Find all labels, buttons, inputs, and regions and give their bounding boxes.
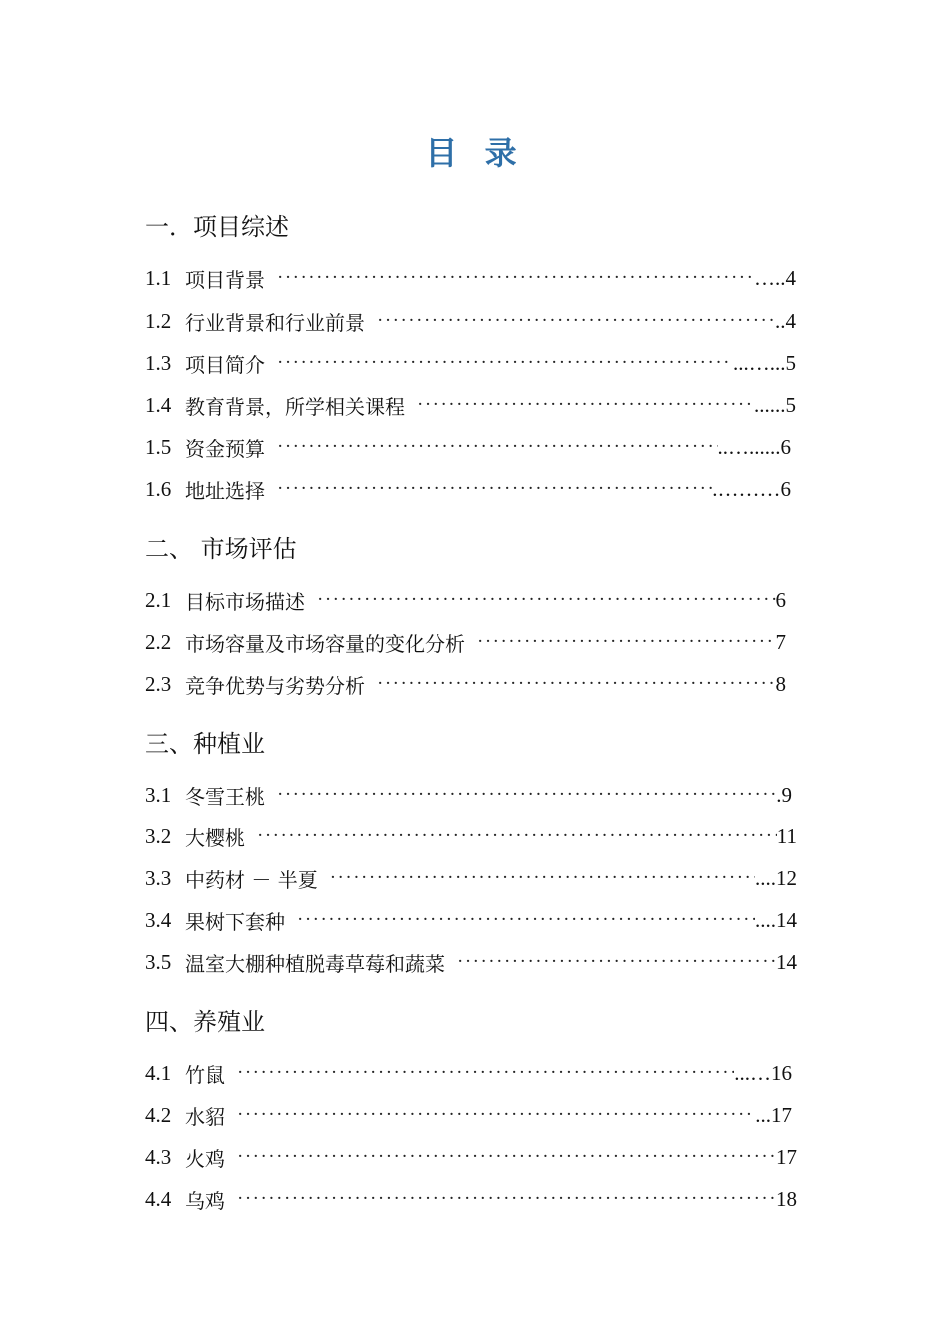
entry-page: 14	[776, 949, 797, 974]
toc-entry[interactable]	[145, 905, 797, 935]
toc-entry[interactable]	[145, 1184, 797, 1214]
entry-page: 18	[776, 1186, 797, 1211]
entry-page: 7	[775, 629, 786, 654]
entry-label: 冬雪王桃	[185, 784, 265, 809]
entry-label: 项目背景	[185, 267, 265, 292]
entry-label: 温室大棚种植脱毒草莓和蔬菜	[185, 951, 445, 976]
entry-page: 8	[775, 671, 786, 696]
section-heading-3: 三、种植业	[145, 730, 265, 758]
entry-number: 1.4	[145, 392, 172, 417]
entry-number: 1.1	[145, 265, 172, 290]
entry-page: ....14	[755, 907, 797, 932]
dot-leader	[277, 267, 754, 289]
entry-label: 行业背景和行业前景	[185, 310, 365, 335]
toc-title: 目 录	[425, 134, 525, 172]
entry-number: 1.5	[145, 434, 172, 459]
entry-number: 1.3	[145, 350, 172, 375]
toc-entry[interactable]	[145, 348, 796, 378]
entry-label: 大樱桃	[185, 825, 245, 850]
entry-page: ...…16	[734, 1060, 792, 1085]
entry-page: ...…...5	[733, 350, 796, 375]
entry-page: 11	[776, 823, 797, 848]
dot-leader	[257, 825, 777, 847]
entry-number: 3.1	[145, 782, 172, 807]
entry-label: 水貂	[185, 1104, 225, 1129]
dot-leader	[277, 436, 718, 458]
entry-label: 竹鼠	[185, 1062, 225, 1087]
entry-number: 3.3	[145, 865, 172, 890]
toc-entry[interactable]	[145, 306, 796, 336]
entry-page: ....12	[755, 865, 797, 890]
section-heading-4: 四、养殖业	[145, 1008, 265, 1036]
toc-entry[interactable]	[145, 669, 786, 699]
dot-leader	[237, 1188, 776, 1210]
entry-number: 1.2	[145, 308, 172, 333]
entry-label: 中药材 － 半夏	[185, 867, 318, 892]
toc-entry[interactable]	[145, 585, 786, 615]
entry-number: 4.1	[145, 1060, 172, 1085]
dot-leader	[457, 951, 776, 973]
entry-label: 教育背景，所学相关课程	[185, 394, 405, 419]
dot-leader	[277, 784, 776, 806]
entry-label: 项目简介	[185, 352, 265, 377]
dot-leader	[330, 867, 755, 889]
section-heading-2: 二、 市场评估	[145, 535, 297, 563]
entry-page: …..4	[754, 265, 796, 290]
dot-leader	[477, 631, 776, 653]
entry-number: 3.2	[145, 823, 172, 848]
entry-page: 6	[775, 587, 786, 612]
entry-number: 4.2	[145, 1102, 172, 1127]
entry-label: 乌鸡	[185, 1188, 225, 1213]
entry-label: 市场容量及市场容量的变化分析	[185, 631, 465, 656]
toc-entry[interactable]	[145, 263, 796, 293]
dot-leader	[237, 1062, 734, 1084]
dot-leader	[237, 1146, 776, 1168]
toc-entry[interactable]	[145, 1142, 797, 1172]
toc-entry[interactable]	[145, 780, 792, 810]
entry-label: 地址选择	[185, 478, 265, 503]
entry-number: 3.5	[145, 949, 172, 974]
dot-leader	[277, 478, 712, 500]
entry-label: 火鸡	[185, 1146, 225, 1171]
entry-label: 目标市场描述	[185, 589, 305, 614]
dot-leader	[277, 352, 733, 374]
entry-number: 2.3	[145, 671, 172, 696]
entry-label: 竞争优势与劣势分析	[185, 673, 365, 698]
toc-entry[interactable]	[145, 1100, 792, 1130]
dot-leader	[377, 310, 775, 332]
dot-leader	[317, 589, 776, 611]
entry-page: ...17	[755, 1102, 792, 1127]
entry-page: ..…......6	[717, 434, 791, 459]
dot-leader	[377, 673, 776, 695]
toc-entry[interactable]	[145, 947, 797, 977]
toc-entry[interactable]	[145, 627, 786, 657]
entry-page: 17	[776, 1144, 797, 1169]
entry-page: ......5	[754, 392, 796, 417]
entry-number: 1.6	[145, 476, 172, 501]
entry-page: .………6	[712, 476, 791, 501]
entry-number: 4.3	[145, 1144, 172, 1169]
dot-leader	[297, 909, 755, 931]
entry-number: 4.4	[145, 1186, 172, 1211]
dot-leader	[417, 394, 754, 416]
dot-leader	[237, 1104, 755, 1126]
entry-label: 果树下套种	[185, 909, 285, 934]
toc-entry[interactable]	[145, 390, 796, 420]
toc-entry[interactable]	[145, 474, 791, 504]
toc-entry[interactable]	[145, 1058, 792, 1088]
entry-label: 资金预算	[185, 436, 265, 461]
entry-number: 2.2	[145, 629, 172, 654]
toc-entry[interactable]	[145, 863, 797, 893]
entry-page: .9	[776, 782, 792, 807]
section-heading-1: 一．项目综述	[145, 213, 289, 241]
entry-page: ..4	[775, 308, 796, 333]
toc-entry[interactable]	[145, 821, 797, 851]
entry-number: 3.4	[145, 907, 172, 932]
toc-entry[interactable]	[145, 432, 791, 462]
entry-number: 2.1	[145, 587, 172, 612]
